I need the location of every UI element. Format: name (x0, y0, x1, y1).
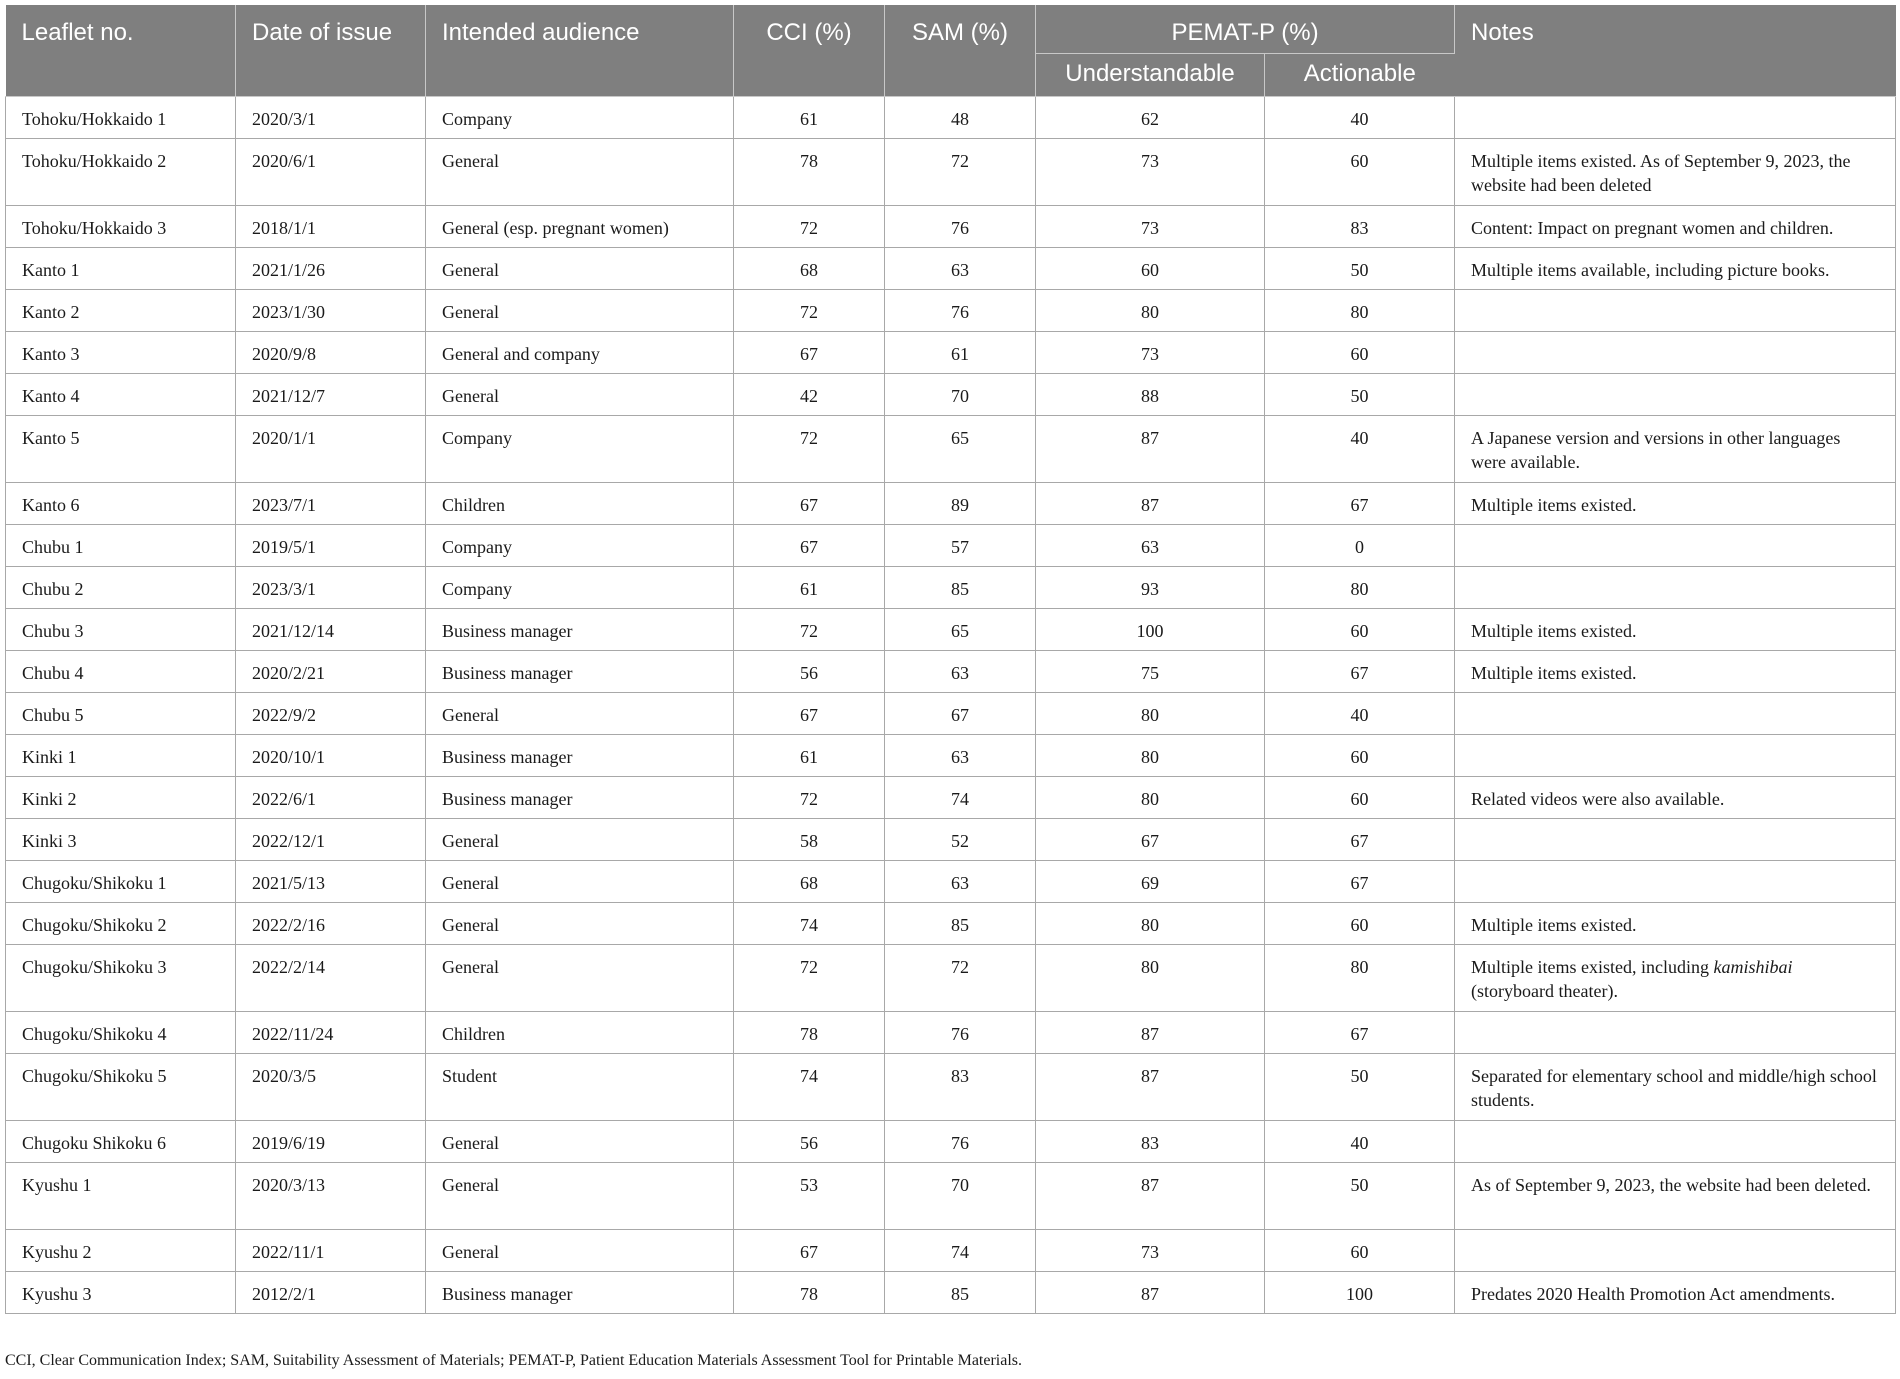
cell-understandable: 73 (1036, 1230, 1265, 1272)
cell-intended-audience: General and company (426, 332, 734, 374)
cell-understandable: 75 (1036, 651, 1265, 693)
cell-sam: 72 (885, 945, 1036, 1012)
notes-text-tail: (storyboard theater). (1471, 981, 1618, 1001)
cell-understandable: 62 (1036, 97, 1265, 139)
cell-sam: 70 (885, 1163, 1036, 1230)
cell-actionable: 67 (1265, 861, 1455, 903)
cell-leaflet-no: Tohoku/Hokkaido 3 (6, 206, 236, 248)
cell-cci: 67 (734, 332, 885, 374)
cell-date-of-issue: 2021/1/26 (236, 248, 426, 290)
cell-leaflet-no: Tohoku/Hokkaido 1 (6, 97, 236, 139)
cell-actionable: 67 (1265, 483, 1455, 525)
cell-understandable: 73 (1036, 332, 1265, 374)
table-body (6, 97, 1896, 1314)
cell-date-of-issue: 2020/6/1 (236, 139, 426, 206)
cell-notes: Multiple items existed. (1455, 903, 1896, 945)
cell-leaflet-no: Chubu 2 (6, 567, 236, 609)
cell-intended-audience: Company (426, 416, 734, 483)
header-cci: CCI (%) (734, 5, 885, 97)
cell-notes (1455, 1121, 1896, 1163)
table-row (6, 861, 1896, 903)
cell-intended-audience: Business manager (426, 609, 734, 651)
cell-actionable: 60 (1265, 735, 1455, 777)
cell-date-of-issue: 2022/9/2 (236, 693, 426, 735)
cell-leaflet-no: Chugoku/Shikoku 4 (6, 1012, 236, 1054)
cell-understandable: 80 (1036, 693, 1265, 735)
cell-sam: 85 (885, 903, 1036, 945)
cell-sam: 85 (885, 1272, 1036, 1314)
header-leaflet-no: Leaflet no. (6, 5, 236, 97)
table-row (6, 945, 1896, 1012)
table-row (6, 374, 1896, 416)
cell-understandable: 87 (1036, 1163, 1265, 1230)
cell-leaflet-no: Kanto 5 (6, 416, 236, 483)
cell-intended-audience: General (426, 819, 734, 861)
cell-actionable: 83 (1265, 206, 1455, 248)
cell-date-of-issue: 2021/5/13 (236, 861, 426, 903)
cell-understandable: 87 (1036, 416, 1265, 483)
header-understandable: Understandable (1036, 54, 1265, 97)
cell-cci: 72 (734, 945, 885, 1012)
cell-date-of-issue: 2020/3/13 (236, 1163, 426, 1230)
cell-actionable: 60 (1265, 139, 1455, 206)
cell-actionable: 67 (1265, 651, 1455, 693)
cell-notes (1455, 567, 1896, 609)
cell-sam: 63 (885, 735, 1036, 777)
cell-actionable: 100 (1265, 1272, 1455, 1314)
cell-date-of-issue: 2022/11/1 (236, 1230, 426, 1272)
cell-sam: 83 (885, 1054, 1036, 1121)
cell-date-of-issue: 2018/1/1 (236, 206, 426, 248)
cell-leaflet-no: Kanto 1 (6, 248, 236, 290)
cell-leaflet-no: Chugoku/Shikoku 1 (6, 861, 236, 903)
cell-understandable: 73 (1036, 139, 1265, 206)
cell-actionable: 0 (1265, 525, 1455, 567)
cell-intended-audience: General (426, 290, 734, 332)
cell-notes: Content: Impact on pregnant women and children. (1455, 206, 1896, 248)
table-row (6, 139, 1896, 206)
cell-understandable: 60 (1036, 248, 1265, 290)
cell-actionable: 40 (1265, 1121, 1455, 1163)
header-actionable: Actionable (1265, 54, 1455, 97)
cell-cci: 67 (734, 1230, 885, 1272)
leaflet-assessment-table (5, 5, 1896, 1314)
cell-understandable: 63 (1036, 525, 1265, 567)
table-row (6, 483, 1896, 525)
table-row (6, 777, 1896, 819)
cell-leaflet-no: Chubu 1 (6, 525, 236, 567)
cell-date-of-issue: 2020/1/1 (236, 416, 426, 483)
cell-understandable: 80 (1036, 945, 1265, 1012)
cell-notes: As of September 9, 2023, the website had been deleted. (1455, 1163, 1896, 1230)
cell-sam: 63 (885, 861, 1036, 903)
cell-actionable: 67 (1265, 819, 1455, 861)
cell-sam: 74 (885, 1230, 1036, 1272)
cell-leaflet-no: Kyushu 3 (6, 1272, 236, 1314)
cell-notes: Multiple items existed. (1455, 483, 1896, 525)
cell-date-of-issue: 2021/12/7 (236, 374, 426, 416)
cell-leaflet-no: Kinki 1 (6, 735, 236, 777)
cell-cci: 74 (734, 903, 885, 945)
cell-notes (1455, 1230, 1896, 1272)
cell-notes: Separated for elementary school and middle/high school students. (1455, 1054, 1896, 1121)
cell-intended-audience: General (426, 374, 734, 416)
cell-understandable: 100 (1036, 609, 1265, 651)
cell-intended-audience: Children (426, 1012, 734, 1054)
cell-date-of-issue: 2020/10/1 (236, 735, 426, 777)
cell-notes (1455, 1012, 1896, 1054)
cell-cci: 53 (734, 1163, 885, 1230)
cell-date-of-issue: 2019/6/19 (236, 1121, 426, 1163)
cell-date-of-issue: 2022/2/14 (236, 945, 426, 1012)
cell-cci: 78 (734, 1272, 885, 1314)
cell-notes: A Japanese version and versions in other languages were available. (1455, 416, 1896, 483)
cell-leaflet-no: Kanto 3 (6, 332, 236, 374)
header-sam: SAM (%) (885, 5, 1036, 97)
cell-cci: 58 (734, 819, 885, 861)
cell-leaflet-no: Chubu 5 (6, 693, 236, 735)
cell-intended-audience: General (426, 248, 734, 290)
table-row (6, 97, 1896, 139)
cell-actionable: 60 (1265, 903, 1455, 945)
cell-intended-audience: Business manager (426, 735, 734, 777)
table-row (6, 206, 1896, 248)
cell-cci: 67 (734, 483, 885, 525)
cell-leaflet-no: Chugoku/Shikoku 3 (6, 945, 236, 1012)
table-row (6, 1121, 1896, 1163)
cell-notes (1455, 97, 1896, 139)
cell-actionable: 50 (1265, 1163, 1455, 1230)
table-row (6, 903, 1896, 945)
cell-cci: 72 (734, 609, 885, 651)
cell-actionable: 40 (1265, 97, 1455, 139)
table-row (6, 1272, 1896, 1314)
cell-actionable: 60 (1265, 609, 1455, 651)
cell-understandable: 67 (1036, 819, 1265, 861)
cell-sam: 76 (885, 1121, 1036, 1163)
cell-notes: Predates 2020 Health Promotion Act amendments. (1455, 1272, 1896, 1314)
cell-understandable: 80 (1036, 903, 1265, 945)
header-pemat-p: PEMAT-P (%) (1036, 5, 1455, 54)
cell-intended-audience: General (esp. pregnant women) (426, 206, 734, 248)
cell-cci: 72 (734, 416, 885, 483)
cell-leaflet-no: Kanto 6 (6, 483, 236, 525)
cell-sam: 57 (885, 525, 1036, 567)
cell-cci: 61 (734, 97, 885, 139)
cell-leaflet-no: Kinki 3 (6, 819, 236, 861)
table-row (6, 290, 1896, 332)
cell-intended-audience: General (426, 693, 734, 735)
cell-date-of-issue: 2022/12/1 (236, 819, 426, 861)
cell-actionable: 80 (1265, 290, 1455, 332)
table-row (6, 693, 1896, 735)
cell-intended-audience: Company (426, 97, 734, 139)
table-row (6, 567, 1896, 609)
cell-cci: 78 (734, 139, 885, 206)
cell-understandable: 87 (1036, 1054, 1265, 1121)
cell-understandable: 80 (1036, 777, 1265, 819)
cell-sam: 72 (885, 139, 1036, 206)
cell-actionable: 80 (1265, 567, 1455, 609)
cell-understandable: 87 (1036, 1012, 1265, 1054)
cell-cci: 68 (734, 861, 885, 903)
cell-sam: 70 (885, 374, 1036, 416)
cell-sam: 74 (885, 777, 1036, 819)
cell-cci: 67 (734, 525, 885, 567)
cell-date-of-issue: 2020/3/1 (236, 97, 426, 139)
cell-sam: 76 (885, 1012, 1036, 1054)
cell-notes (1455, 332, 1896, 374)
cell-understandable: 69 (1036, 861, 1265, 903)
cell-date-of-issue: 2012/2/1 (236, 1272, 426, 1314)
cell-sam: 65 (885, 609, 1036, 651)
cell-intended-audience: General (426, 945, 734, 1012)
cell-cci: 68 (734, 248, 885, 290)
cell-leaflet-no: Chugoku/Shikoku 2 (6, 903, 236, 945)
cell-sam: 89 (885, 483, 1036, 525)
cell-cci: 56 (734, 651, 885, 693)
cell-actionable: 40 (1265, 693, 1455, 735)
cell-cci: 67 (734, 693, 885, 735)
cell-date-of-issue: 2023/7/1 (236, 483, 426, 525)
table-header (6, 5, 1896, 97)
cell-date-of-issue: 2020/3/5 (236, 1054, 426, 1121)
cell-cci: 72 (734, 290, 885, 332)
cell-notes (1455, 861, 1896, 903)
cell-notes: Multiple items existed. (1455, 651, 1896, 693)
cell-actionable: 60 (1265, 777, 1455, 819)
cell-date-of-issue: 2023/3/1 (236, 567, 426, 609)
table-row (6, 819, 1896, 861)
cell-notes: Multiple items existed. (1455, 609, 1896, 651)
cell-sam: 63 (885, 651, 1036, 693)
cell-date-of-issue: 2022/2/16 (236, 903, 426, 945)
cell-leaflet-no: Kanto 4 (6, 374, 236, 416)
cell-sam: 48 (885, 97, 1036, 139)
cell-intended-audience: Business manager (426, 777, 734, 819)
cell-sam: 63 (885, 248, 1036, 290)
cell-notes (1455, 290, 1896, 332)
table-row (6, 332, 1896, 374)
cell-cci: 72 (734, 777, 885, 819)
cell-cci: 42 (734, 374, 885, 416)
cell-understandable: 93 (1036, 567, 1265, 609)
cell-sam: 85 (885, 567, 1036, 609)
table-row (6, 1012, 1896, 1054)
cell-intended-audience: General (426, 1163, 734, 1230)
cell-leaflet-no: Kyushu 2 (6, 1230, 236, 1272)
cell-sam: 65 (885, 416, 1036, 483)
cell-actionable: 50 (1265, 248, 1455, 290)
cell-actionable: 60 (1265, 332, 1455, 374)
header-notes: Notes (1455, 5, 1896, 97)
cell-notes (1455, 735, 1896, 777)
cell-understandable: 83 (1036, 1121, 1265, 1163)
cell-cci: 61 (734, 567, 885, 609)
cell-cci: 61 (734, 735, 885, 777)
table-row (6, 1230, 1896, 1272)
cell-date-of-issue: 2023/1/30 (236, 290, 426, 332)
cell-actionable: 60 (1265, 1230, 1455, 1272)
notes-italic-term: kamishibai (1713, 957, 1793, 977)
cell-intended-audience: Company (426, 525, 734, 567)
cell-date-of-issue: 2022/6/1 (236, 777, 426, 819)
cell-intended-audience: General (426, 861, 734, 903)
cell-actionable: 80 (1265, 945, 1455, 1012)
cell-leaflet-no: Chugoku Shikoku 6 (6, 1121, 236, 1163)
cell-cci: 74 (734, 1054, 885, 1121)
table-row (6, 1163, 1896, 1230)
cell-intended-audience: Children (426, 483, 734, 525)
table-footnote: CCI, Clear Communication Index; SAM, Suitability Assessment of Materials; PEMAT-P, Patient Education Materials Assessment Tool for Printable Materials. (5, 1352, 1023, 1369)
cell-intended-audience: General (426, 139, 734, 206)
cell-intended-audience: General (426, 903, 734, 945)
cell-date-of-issue: 2020/2/21 (236, 651, 426, 693)
cell-date-of-issue: 2020/9/8 (236, 332, 426, 374)
cell-date-of-issue: 2022/11/24 (236, 1012, 426, 1054)
cell-cci: 78 (734, 1012, 885, 1054)
header-intended-audience: Intended audience (426, 5, 734, 97)
notes-text: Multiple items existed, including (1471, 957, 1709, 977)
cell-cci: 72 (734, 206, 885, 248)
cell-understandable: 80 (1036, 290, 1265, 332)
cell-sam: 52 (885, 819, 1036, 861)
table-row (6, 1054, 1896, 1121)
cell-notes (1455, 374, 1896, 416)
cell-sam: 67 (885, 693, 1036, 735)
cell-date-of-issue: 2019/5/1 (236, 525, 426, 567)
cell-notes (1455, 945, 1896, 1012)
cell-actionable: 50 (1265, 374, 1455, 416)
cell-leaflet-no: Chubu 3 (6, 609, 236, 651)
cell-intended-audience: Student (426, 1054, 734, 1121)
cell-intended-audience: Business manager (426, 1272, 734, 1314)
cell-intended-audience: General (426, 1230, 734, 1272)
table-row (6, 248, 1896, 290)
cell-actionable: 67 (1265, 1012, 1455, 1054)
cell-intended-audience: General (426, 1121, 734, 1163)
table-row (6, 735, 1896, 777)
cell-leaflet-no: Kyushu 1 (6, 1163, 236, 1230)
cell-date-of-issue: 2021/12/14 (236, 609, 426, 651)
table-row (6, 416, 1896, 483)
cell-leaflet-no: Chubu 4 (6, 651, 236, 693)
cell-leaflet-no: Kinki 2 (6, 777, 236, 819)
cell-actionable: 40 (1265, 416, 1455, 483)
cell-notes: Related videos were also available. (1455, 777, 1896, 819)
cell-leaflet-no: Chugoku/Shikoku 5 (6, 1054, 236, 1121)
cell-notes (1455, 819, 1896, 861)
cell-sam: 61 (885, 332, 1036, 374)
cell-leaflet-no: Tohoku/Hokkaido 2 (6, 139, 236, 206)
cell-notes: Multiple items available, including picture books. (1455, 248, 1896, 290)
cell-understandable: 87 (1036, 483, 1265, 525)
cell-understandable: 87 (1036, 1272, 1265, 1314)
cell-cci: 56 (734, 1121, 885, 1163)
cell-notes (1455, 693, 1896, 735)
cell-intended-audience: Company (426, 567, 734, 609)
cell-notes: Multiple items existed. As of September 9, 2023, the website had been deleted (1455, 139, 1896, 206)
cell-intended-audience: Business manager (426, 651, 734, 693)
cell-actionable: 50 (1265, 1054, 1455, 1121)
table-row (6, 651, 1896, 693)
table-row (6, 525, 1896, 567)
header-date-of-issue: Date of issue (236, 5, 426, 97)
cell-understandable: 80 (1036, 735, 1265, 777)
cell-sam: 76 (885, 206, 1036, 248)
table-row (6, 609, 1896, 651)
cell-understandable: 73 (1036, 206, 1265, 248)
cell-sam: 76 (885, 290, 1036, 332)
cell-notes (1455, 525, 1896, 567)
cell-understandable: 88 (1036, 374, 1265, 416)
cell-leaflet-no: Kanto 2 (6, 290, 236, 332)
